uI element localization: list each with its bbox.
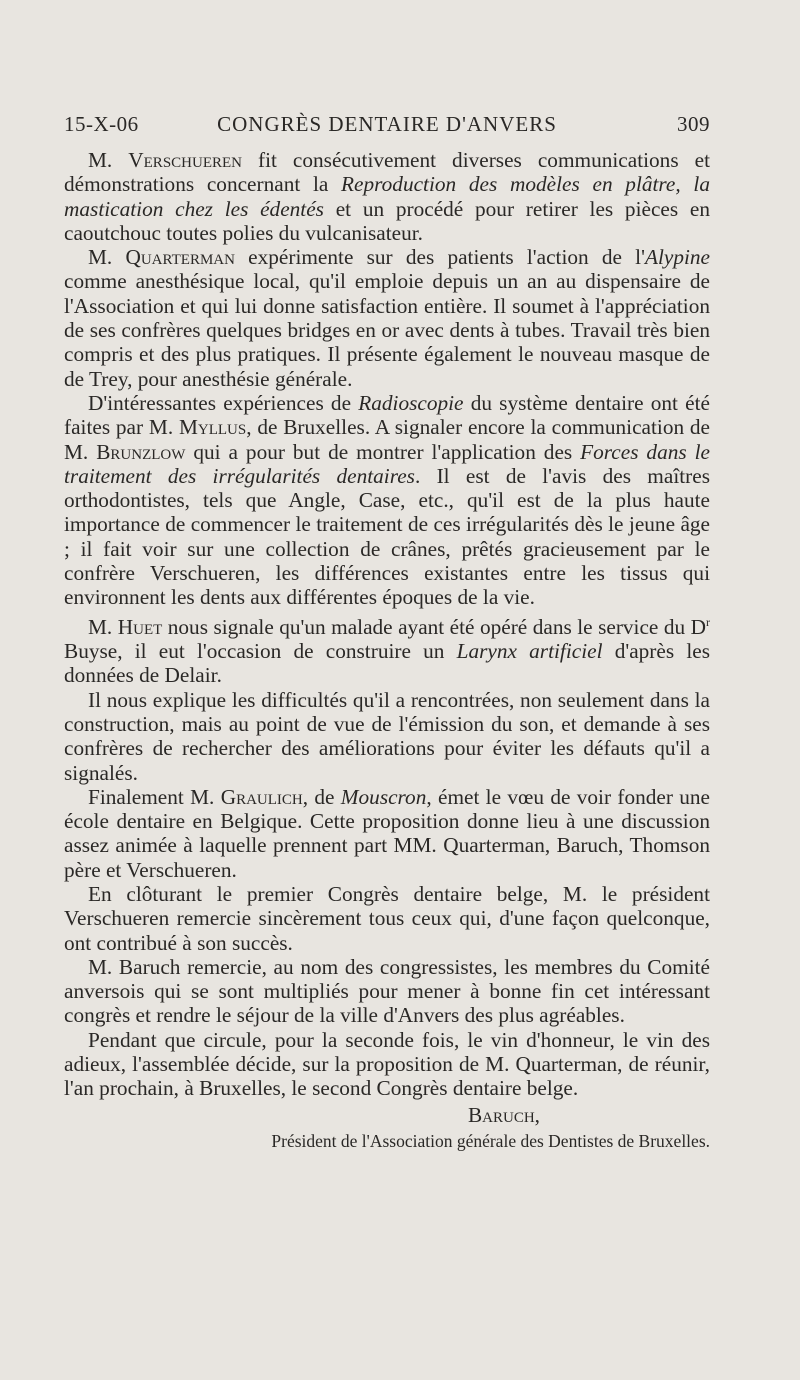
person-name: Verschueren <box>128 148 242 172</box>
text: . Il est de l'avis des maîtres orthodontistes, tels que Angle, Case, etc., qu'il est de la plus haute importance de commencer le traitement de ces irrégularités dès le jeune âge ; il fait voir sur une collection de crânes, prêtés gracieusement par le confrère Verschueren, les différences existantes entre les tissus qui environnent les dents aux différentes époques de la vie. <box>64 463 710 610</box>
text: comme anesthésique local, qu'il emploie depuis un an au dispensaire de l'Association et qui lui donne satisfaction entière. Il soumet à l'appréciation de ses confrères quelques bridges en or avec dents à tubes. Travail très bien compris et des plus pratiques. Il présente également le nouveau masque de de Trey, pour anesthésie générale. <box>64 269 710 391</box>
person-name: Brunzlow <box>96 439 186 464</box>
person-name: Graulich <box>220 784 303 809</box>
paragraph-vin-honneur: Pendant que circule, pour la seconde fois, le vin d'honneur, le vin des adieux, l'assemblée décide, sur la proposition de M. Quarterman, de réunir, l'an prochain, à Bruxelles, le second Congrès dentaire belge. <box>64 1027 710 1101</box>
header-date: 15-X-06 <box>64 112 139 136</box>
italic-place: Mouscron <box>340 784 427 809</box>
person-name: Huet <box>117 614 163 639</box>
text: Buyse, il eut l'occasion de construire un <box>64 639 457 664</box>
person-name: Quarterman <box>125 245 235 270</box>
person-name: Myllus <box>178 415 247 440</box>
text: expérimente sur des patients l'action de l' <box>234 245 645 270</box>
text: M. <box>88 148 129 172</box>
text: , de <box>302 784 341 809</box>
italic-term: Larynx artificiel <box>456 639 603 664</box>
italic-term: Radioscopie <box>358 390 464 415</box>
text: qui a pour but de montrer l'application des <box>185 439 581 464</box>
text: D'intéressantes expériences de <box>88 390 359 415</box>
paragraph-radioscopie <box>64 391 710 610</box>
text: M. <box>88 614 118 639</box>
text: et un procédé pour retirer les pièces en caoutchouc toutes polies du vulcanisateur. <box>64 196 710 245</box>
page-number: 309 <box>677 112 710 136</box>
text: , émet le vœu de voir fonder une école dentaire en Belgique. Cette proposition donne lieu à une discussion assez animée à laquelle prennent part MM. Quarterman, Baruch, Thomson père et Verschueren. <box>64 784 710 882</box>
signature-block <box>64 1103 710 1154</box>
text: M. <box>88 245 126 270</box>
text: , de Bruxelles. A signaler encore la communication de M. <box>64 415 711 464</box>
italic-term: Alypine <box>644 245 710 270</box>
paragraph-verschueren <box>64 148 710 245</box>
signature-title: Président de l'Association générale des Dentistes de Bruxelles. <box>271 1130 710 1151</box>
article-body <box>64 148 710 1153</box>
header-title: CONGRÈS DENTAIRE D'ANVERS <box>217 112 557 136</box>
signature-name: Baruch, <box>467 1102 540 1127</box>
paragraph-huet <box>64 610 710 688</box>
italic-title: Forces dans le traitement des irrégularités dentaires <box>64 439 710 488</box>
running-header <box>64 112 710 142</box>
paragraph-graulich <box>64 785 710 882</box>
paragraph-difficultes: Il nous explique les difficultés qu'il a rencontrées, non seulement dans la construction, mais au point de vue de l'émission du son, et demande à ses confrères de rechercher des améliorations pour éviter les défauts qu'il a signalés. <box>64 687 710 785</box>
text: d'après les données de Delair. <box>64 639 710 688</box>
superscript: r <box>706 614 710 629</box>
italic-title: Reproduction des modèles en plâtre, la mastication chez les édentés <box>64 172 710 221</box>
paragraph-cloture: En clôturant le premier Congrès dentaire belge, M. le président Verschueren remercie sincèrement tous ceux qui, d'une façon quelconque, ont contribué à son succès. <box>64 882 710 955</box>
text: Finalement M. <box>88 784 221 809</box>
paragraph-baruch: M. Baruch remercie, au nom des congressistes, les membres du Comité anversois qui se sont multipliés pour mener à bonne fin cet intéressant congrès et rendre le séjour de la ville d'Anvers des plus agréables. <box>64 954 710 1028</box>
text: fit consécutivement diverses communications et démonstrations concernant la <box>64 148 710 197</box>
text: nous signale qu'un malade ayant été opéré dans le service du D <box>162 614 706 639</box>
paragraph-quarterman <box>64 245 710 391</box>
text: du système dentaire ont été faites par M. <box>64 390 710 440</box>
